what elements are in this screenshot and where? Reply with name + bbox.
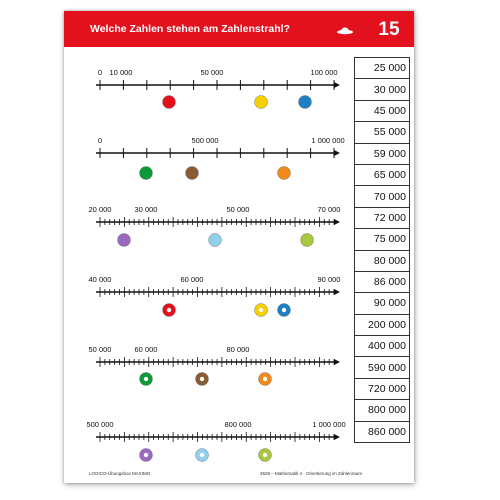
arrow-head <box>334 219 340 225</box>
footer-left: LOGICO-Übungsbox MAXIMO <box>89 471 151 476</box>
answer-cell: 70 000 <box>355 186 410 207</box>
card-title: Welche Zahlen stehen am Zahlenstrahl? <box>90 23 290 35</box>
marker-dot <box>186 167 199 180</box>
tick-label: 20 000 <box>88 205 112 214</box>
answer-cell: 90 000 <box>355 293 410 314</box>
tick-label: 50 000 <box>226 205 250 214</box>
answer-cell: 720 000 <box>355 378 410 399</box>
marker-dot <box>278 167 291 180</box>
marker-dot <box>163 96 176 109</box>
tick-label: 10 000 <box>109 68 133 77</box>
answer-row <box>355 207 410 228</box>
tick-label: 50 000 <box>200 68 224 77</box>
answer-row <box>355 314 410 335</box>
tick-label: 50 000 <box>88 345 112 354</box>
answer-cell: 55 000 <box>355 122 410 143</box>
tick-label: 40 000 <box>88 275 112 284</box>
answer-cell: 80 000 <box>355 250 410 271</box>
answer-cell: 25 000 <box>355 58 410 79</box>
tick-label: 1 000 000 <box>311 136 345 145</box>
answer-row <box>355 357 410 378</box>
number-line <box>96 136 345 180</box>
answer-cell: 59 000 <box>355 143 410 164</box>
arrow-head <box>334 434 340 440</box>
tick-label: 500 000 <box>86 420 114 429</box>
answer-cell: 75 000 <box>355 229 410 250</box>
tick-label: 500 000 <box>191 136 219 145</box>
tick-label: 70 000 <box>317 205 341 214</box>
tick-label: 1 000 000 <box>312 420 346 429</box>
number-line <box>86 420 345 462</box>
marker-dot <box>299 96 312 109</box>
tick-label: 0 <box>97 136 103 145</box>
answer-row <box>355 293 410 314</box>
marker-hole <box>263 453 267 457</box>
answer-cell: 72 000 <box>355 207 410 228</box>
marker-dot <box>140 167 153 180</box>
answer-row <box>355 79 410 100</box>
answer-row <box>355 186 410 207</box>
answer-row <box>355 378 410 399</box>
answer-cell: 65 000 <box>355 164 410 185</box>
answer-cell: 45 000 <box>355 100 410 121</box>
marker-dot <box>301 234 314 247</box>
marker-hole <box>282 308 286 312</box>
marker-hole <box>167 308 171 312</box>
answer-cell: 30 000 <box>355 79 410 100</box>
answer-row <box>355 336 410 357</box>
marker-hole <box>200 453 204 457</box>
tick-label: 90 000 <box>317 275 341 284</box>
answer-row <box>355 100 410 121</box>
marker-hole <box>200 377 204 381</box>
marker-dot <box>255 96 268 109</box>
number-line <box>89 205 341 247</box>
answer-table <box>354 57 410 443</box>
tick-label: 800 000 <box>224 420 252 429</box>
arrow-head <box>334 150 340 156</box>
marker-dot <box>118 234 131 247</box>
answer-cell: 800 000 <box>355 400 410 421</box>
tick-label: 60 000 <box>180 275 204 284</box>
marker-hole <box>263 377 267 381</box>
number-line <box>96 68 340 109</box>
answer-row <box>355 250 410 271</box>
answer-cell: 590 000 <box>355 357 410 378</box>
answer-cell: 86 000 <box>355 271 410 292</box>
answer-cell: 860 000 <box>355 421 410 442</box>
arrow-head <box>334 289 340 295</box>
number-line <box>89 345 340 386</box>
answer-row <box>355 400 410 421</box>
marker-hole <box>144 377 148 381</box>
tick-label: 80 000 <box>226 345 250 354</box>
tick-label: 0 <box>97 68 103 77</box>
marker-hole <box>259 308 263 312</box>
tick-label: 30 000 <box>134 205 158 214</box>
number-line <box>89 275 341 317</box>
tick-label: 100 000 <box>310 68 338 77</box>
answer-row <box>355 229 410 250</box>
answer-row <box>355 122 410 143</box>
marker-hole <box>144 453 148 457</box>
card-number: 15 <box>378 19 400 40</box>
footer-right: 3629 – Mathematik 4 · Orientierung im Zahlenraum <box>260 471 363 476</box>
answer-row <box>355 143 410 164</box>
marker-dot <box>209 234 222 247</box>
answer-row <box>355 271 410 292</box>
exercise-card <box>64 11 414 483</box>
answer-row <box>355 421 410 442</box>
arrow-head <box>334 82 340 88</box>
answer-cell: 400 000 <box>355 336 410 357</box>
answer-row <box>355 164 410 185</box>
answer-cell: 200 000 <box>355 314 410 335</box>
answer-row <box>355 58 410 79</box>
arrow-head <box>334 359 340 365</box>
tick-label: 60 000 <box>134 345 158 354</box>
